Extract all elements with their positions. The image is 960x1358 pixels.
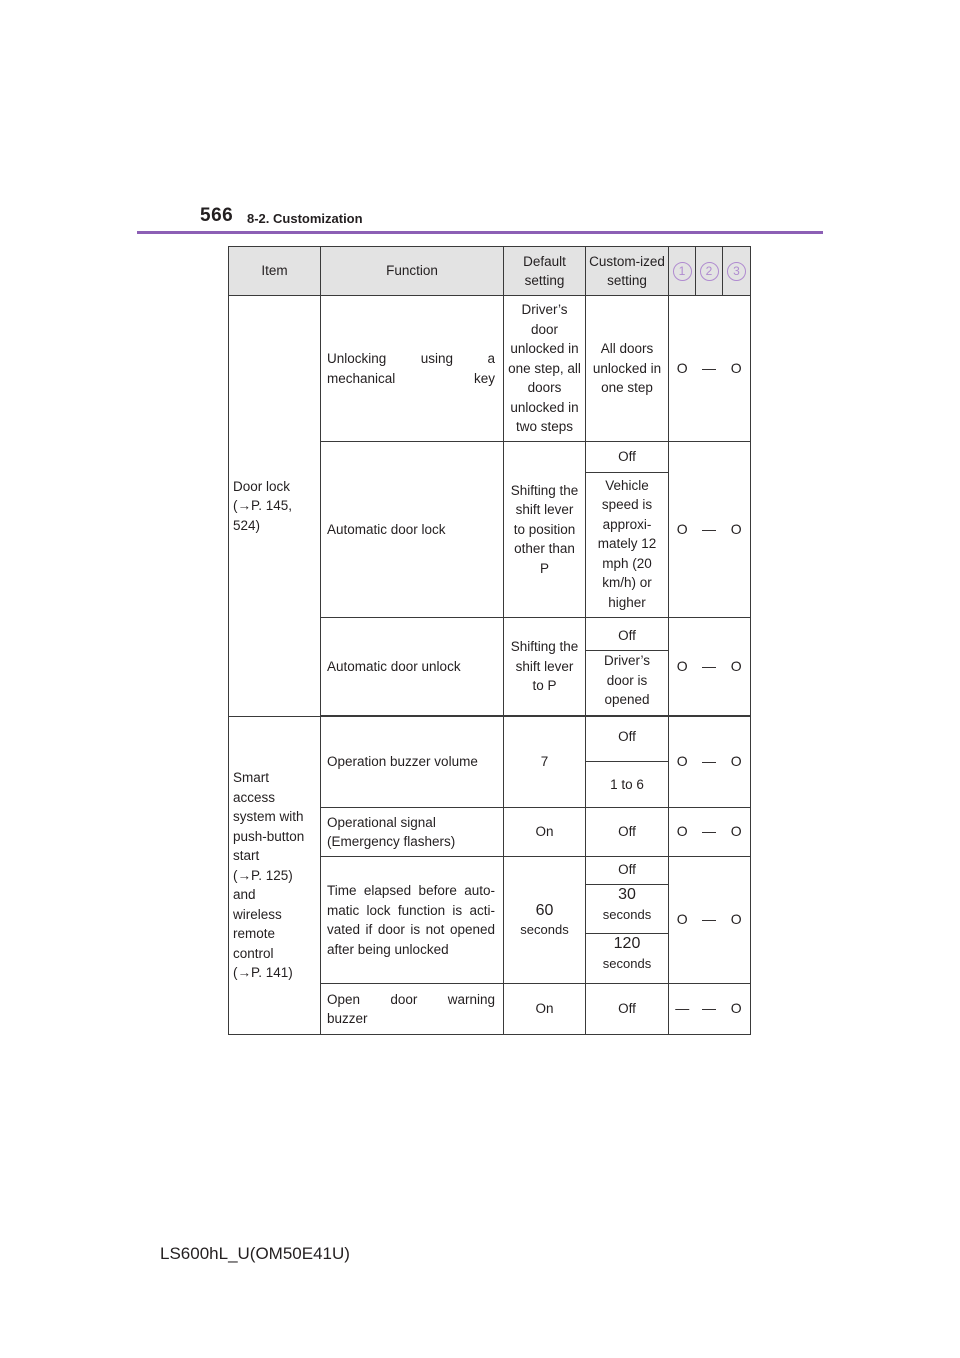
function-mechanical-key: Unlocking using a mechanical key (321, 296, 504, 442)
table-row (229, 296, 751, 442)
mark-3: O (723, 717, 751, 808)
function-automatic-door-lock: Automatic door lock (321, 442, 504, 618)
mark-1: O (669, 808, 696, 857)
function-operational-signal: Operational signal (Emergency flashers) (321, 808, 504, 857)
item-door-lock: Door lock (→P. 145, 524) (229, 296, 321, 717)
default-auto-lock-time: 60 seconds (504, 857, 586, 984)
header-customized-setting: Custom-ized setting (586, 247, 669, 296)
mark-3: O (723, 808, 751, 857)
default-open-door-warning-buzzer: On (504, 984, 586, 1035)
mark-3: O (723, 984, 751, 1035)
header-function: Function (321, 247, 504, 296)
custom-open-door-warning-buzzer: Off (586, 984, 669, 1035)
header-item: Item (229, 247, 321, 296)
mark-2: — (696, 442, 723, 618)
mark-1: O (669, 618, 696, 716)
mark-1: O (669, 857, 696, 984)
page-number: 566 (200, 205, 234, 226)
mark-3: O (723, 857, 751, 984)
header-col-2 (696, 247, 723, 296)
mark-2: — (696, 296, 723, 442)
mark-2: — (696, 857, 723, 984)
default-operation-buzzer-volume: 7 (504, 717, 586, 808)
custom-operation-buzzer-volume: Off 1 to 6 (586, 717, 669, 808)
mark-2: — (696, 717, 723, 808)
custom-operational-signal: Off (586, 808, 669, 857)
footer-model-code: LS600hL_U(OM50E41U) (160, 1244, 350, 1263)
mark-3: O (723, 442, 751, 618)
function-operation-buzzer-volume: Operation buzzer volume (321, 717, 504, 808)
mark-2: — (696, 984, 723, 1035)
default-operational-signal: On (504, 808, 586, 857)
table-header-row (229, 247, 751, 296)
mark-1: — (669, 984, 696, 1035)
custom-auto-lock-time: Off 30 seconds 120 seconds (586, 857, 669, 984)
circled-2-icon: 2 (700, 262, 719, 281)
header-default-setting: Default setting (504, 247, 586, 296)
mark-1: O (669, 296, 696, 442)
item-smart-access: Smart access system with push-button start (→P. 125) and wireless remote control (→P. 141) (229, 717, 321, 1035)
mark-2: — (696, 808, 723, 857)
header-rule (137, 231, 823, 234)
section-title: 8-2. Customization (247, 211, 363, 226)
custom-automatic-door-unlock: Off Driver’s door is opened (586, 618, 669, 716)
mark-3: O (723, 296, 751, 442)
custom-automatic-door-lock: Off Vehicle speed is approxi- mately 12 mph (20 km/h) or higher (586, 442, 669, 618)
function-open-door-warning-buzzer: Open door warning buzzer (321, 984, 504, 1035)
custom-mechanical-key: All doors unlocked in one step (586, 296, 669, 442)
circled-3-icon: 3 (727, 262, 746, 281)
mark-1: O (669, 442, 696, 618)
mark-3: O (723, 618, 751, 716)
table-row (229, 717, 751, 808)
function-automatic-door-unlock: Automatic door unlock (321, 618, 504, 716)
header-col-3 (723, 247, 751, 296)
default-automatic-door-unlock: Shifting the shift lever to P (504, 618, 586, 716)
mark-1: O (669, 717, 696, 808)
circled-1-icon: 1 (673, 262, 692, 281)
mark-2: — (696, 618, 723, 716)
customization-table (228, 246, 751, 1035)
default-automatic-door-lock: Shifting the shift lever to position other than P (504, 442, 586, 618)
header-col-1 (669, 247, 696, 296)
function-auto-lock-time: Time elapsed before auto- matic lock function is acti- vated if door is not opened after being unlocked (321, 857, 504, 984)
default-mechanical-key: Driver’s door unlocked in one step, all doors unlocked in two steps (504, 296, 586, 442)
